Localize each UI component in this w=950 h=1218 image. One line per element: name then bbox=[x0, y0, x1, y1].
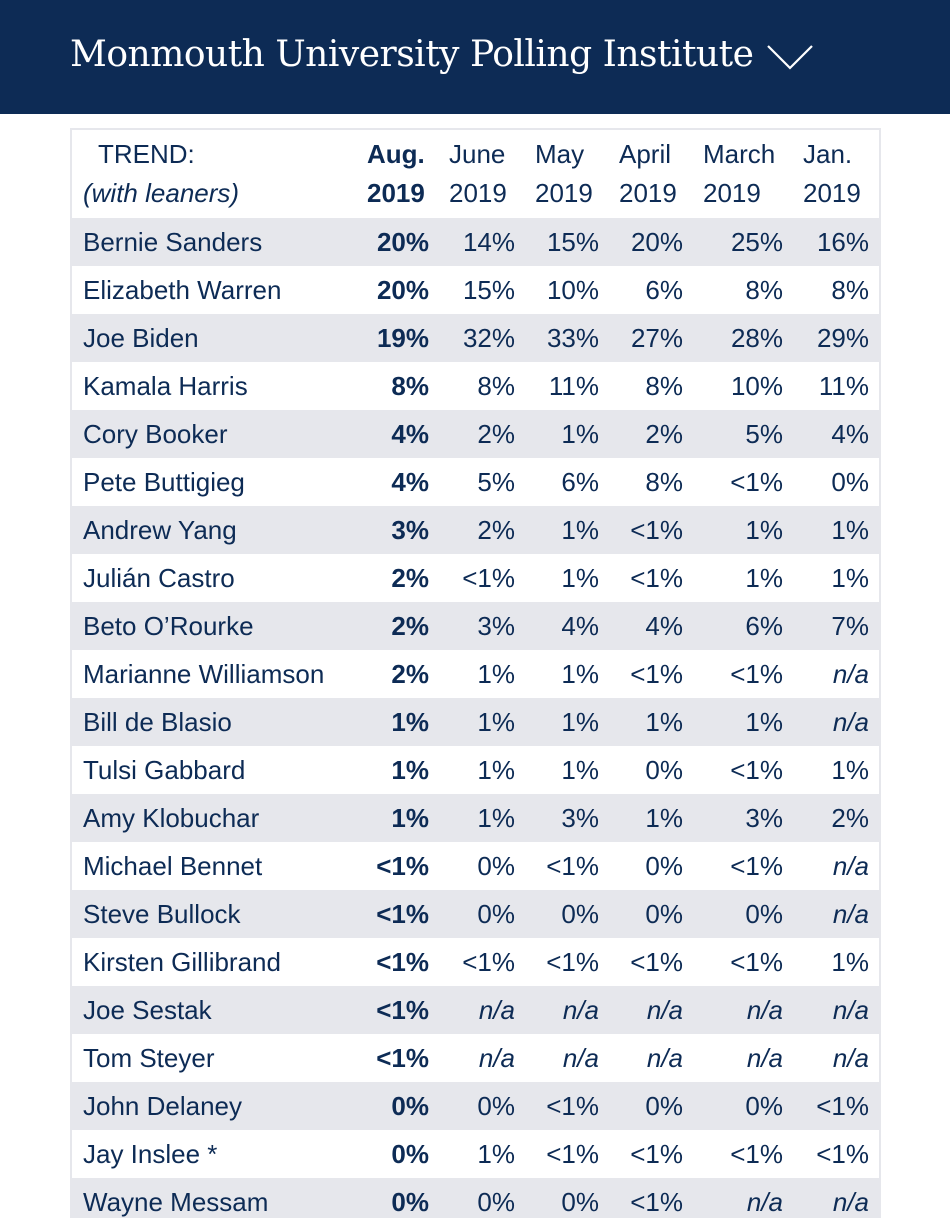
candidate-name: Joe Biden bbox=[72, 314, 357, 362]
trend-value: <1% bbox=[609, 650, 693, 698]
trend-value: <1% bbox=[693, 746, 793, 794]
column-year: 2019 bbox=[693, 174, 793, 218]
trend-value: n/a bbox=[439, 986, 525, 1034]
table-row bbox=[72, 458, 879, 506]
candidate-name: Julián Castro bbox=[72, 554, 357, 602]
trend-value: <1% bbox=[793, 1130, 879, 1178]
trend-value: 3% bbox=[525, 794, 609, 842]
trend-value: 4% bbox=[793, 410, 879, 458]
trend-label: TREND: bbox=[72, 130, 357, 174]
trend-value: n/a bbox=[793, 986, 879, 1034]
trend-value: 11% bbox=[525, 362, 609, 410]
trend-value: 0% bbox=[439, 1082, 525, 1130]
trend-value: 3% bbox=[439, 602, 525, 650]
current-poll-value: <1% bbox=[357, 938, 439, 986]
table-body bbox=[72, 218, 879, 1218]
trend-value: 32% bbox=[439, 314, 525, 362]
candidate-name: Bill de Blasio bbox=[72, 698, 357, 746]
trend-value: 0% bbox=[609, 746, 693, 794]
trend-value: 1% bbox=[525, 410, 609, 458]
trend-value: <1% bbox=[609, 1130, 693, 1178]
current-poll-value: <1% bbox=[357, 986, 439, 1034]
column-month: Jan. bbox=[793, 130, 879, 174]
trend-value: 29% bbox=[793, 314, 879, 362]
column-year: 2019 bbox=[525, 174, 609, 218]
trend-value: <1% bbox=[439, 554, 525, 602]
trend-value: 1% bbox=[793, 746, 879, 794]
trend-value: 11% bbox=[793, 362, 879, 410]
current-poll-value: 4% bbox=[357, 410, 439, 458]
current-poll-value: 8% bbox=[357, 362, 439, 410]
candidate-name: Amy Klobuchar bbox=[72, 794, 357, 842]
current-poll-value: <1% bbox=[357, 1034, 439, 1082]
trend-value: 5% bbox=[439, 458, 525, 506]
current-poll-value: 0% bbox=[357, 1130, 439, 1178]
table-row bbox=[72, 794, 879, 842]
trend-value: 1% bbox=[439, 650, 525, 698]
column-year: 2019 bbox=[793, 174, 879, 218]
trend-value: 1% bbox=[525, 506, 609, 554]
column-month: March bbox=[693, 130, 793, 174]
trend-value: 6% bbox=[693, 602, 793, 650]
candidate-name: Elizabeth Warren bbox=[72, 266, 357, 314]
column-year: 2019 bbox=[609, 174, 693, 218]
trend-value: n/a bbox=[793, 698, 879, 746]
trend-value: 1% bbox=[525, 746, 609, 794]
site-title[interactable]: Monmouth University Polling Institute bbox=[70, 34, 754, 75]
table-row bbox=[72, 410, 879, 458]
trend-value: n/a bbox=[693, 986, 793, 1034]
table-row bbox=[72, 890, 879, 938]
candidate-name: Jay Inslee * bbox=[72, 1130, 357, 1178]
trend-value: n/a bbox=[693, 1178, 793, 1218]
column-month: June bbox=[439, 130, 525, 174]
trend-value: 15% bbox=[525, 218, 609, 266]
table-row bbox=[72, 506, 879, 554]
trend-value: n/a bbox=[525, 986, 609, 1034]
trend-value: 1% bbox=[525, 698, 609, 746]
trend-value: 6% bbox=[609, 266, 693, 314]
trend-value: <1% bbox=[525, 938, 609, 986]
table-row bbox=[72, 698, 879, 746]
trend-value: 2% bbox=[793, 794, 879, 842]
trend-value: <1% bbox=[693, 458, 793, 506]
current-poll-value: <1% bbox=[357, 842, 439, 890]
current-poll-value: 0% bbox=[357, 1178, 439, 1218]
trend-value: 3% bbox=[693, 794, 793, 842]
trend-value: 5% bbox=[693, 410, 793, 458]
trend-value: 4% bbox=[525, 602, 609, 650]
current-poll-value: <1% bbox=[357, 890, 439, 938]
candidate-name: Michael Bennet bbox=[72, 842, 357, 890]
trend-value: 1% bbox=[793, 938, 879, 986]
trend-value: 0% bbox=[793, 458, 879, 506]
trend-value: n/a bbox=[793, 890, 879, 938]
table-row bbox=[72, 650, 879, 698]
trend-value: n/a bbox=[609, 986, 693, 1034]
trend-value: 7% bbox=[793, 602, 879, 650]
candidate-name: Wayne Messam bbox=[72, 1178, 357, 1218]
current-poll-value: 20% bbox=[357, 266, 439, 314]
trend-value: 15% bbox=[439, 266, 525, 314]
trend-value: 1% bbox=[525, 554, 609, 602]
trend-value: 1% bbox=[525, 650, 609, 698]
trend-value: <1% bbox=[609, 1178, 693, 1218]
current-poll-value: 19% bbox=[357, 314, 439, 362]
trend-value: 1% bbox=[693, 698, 793, 746]
trend-value: 0% bbox=[439, 1178, 525, 1218]
column-year: 2019 bbox=[439, 174, 525, 218]
trend-value: <1% bbox=[609, 554, 693, 602]
trend-value: 16% bbox=[793, 218, 879, 266]
site-header bbox=[0, 0, 950, 114]
trend-value: 1% bbox=[793, 554, 879, 602]
candidate-name: Steve Bullock bbox=[72, 890, 357, 938]
trend-value: 8% bbox=[439, 362, 525, 410]
trend-value: 2% bbox=[439, 506, 525, 554]
trend-value: 0% bbox=[693, 890, 793, 938]
trend-value: 1% bbox=[439, 1130, 525, 1178]
trend-value: n/a bbox=[525, 1034, 609, 1082]
leaners-label: (with leaners) bbox=[72, 174, 357, 218]
table-row bbox=[72, 842, 879, 890]
table-row bbox=[72, 362, 879, 410]
trend-value: 8% bbox=[793, 266, 879, 314]
table-row bbox=[72, 554, 879, 602]
table-row bbox=[72, 746, 879, 794]
trend-value: 28% bbox=[693, 314, 793, 362]
current-poll-value: 1% bbox=[357, 698, 439, 746]
current-poll-value: 2% bbox=[357, 554, 439, 602]
column-year: 2019 bbox=[357, 174, 439, 218]
poll-trend-table bbox=[72, 130, 879, 1218]
trend-value: 1% bbox=[693, 554, 793, 602]
column-month: Aug. bbox=[357, 130, 439, 174]
trend-value: 1% bbox=[793, 506, 879, 554]
table-row bbox=[72, 314, 879, 362]
chevron-down-icon bbox=[760, 36, 820, 76]
trend-value: 1% bbox=[609, 698, 693, 746]
trend-value: 20% bbox=[609, 218, 693, 266]
trend-value: 33% bbox=[525, 314, 609, 362]
table-row bbox=[72, 1034, 879, 1082]
table-row bbox=[72, 1082, 879, 1130]
table-row bbox=[72, 938, 879, 986]
table-row bbox=[72, 602, 879, 650]
trend-value: n/a bbox=[609, 1034, 693, 1082]
poll-trend-table-container bbox=[70, 128, 881, 1218]
current-poll-value: 0% bbox=[357, 1082, 439, 1130]
trend-value: 0% bbox=[609, 842, 693, 890]
trend-value: 6% bbox=[525, 458, 609, 506]
candidate-name: Pete Buttigieg bbox=[72, 458, 357, 506]
table-row bbox=[72, 1130, 879, 1178]
trend-value: 10% bbox=[693, 362, 793, 410]
current-poll-value: 4% bbox=[357, 458, 439, 506]
trend-value: 8% bbox=[609, 362, 693, 410]
table-header-row-years bbox=[72, 174, 879, 218]
menu-toggle-button[interactable] bbox=[760, 36, 820, 76]
trend-value: 0% bbox=[439, 890, 525, 938]
candidate-name: John Delaney bbox=[72, 1082, 357, 1130]
trend-value: 14% bbox=[439, 218, 525, 266]
trend-value: <1% bbox=[439, 938, 525, 986]
trend-value: <1% bbox=[693, 650, 793, 698]
candidate-name: Marianne Williamson bbox=[72, 650, 357, 698]
trend-value: <1% bbox=[609, 506, 693, 554]
trend-value: <1% bbox=[525, 842, 609, 890]
table-row bbox=[72, 218, 879, 266]
trend-value: <1% bbox=[525, 1082, 609, 1130]
trend-value: 4% bbox=[609, 602, 693, 650]
current-poll-value: 1% bbox=[357, 794, 439, 842]
trend-value: 1% bbox=[439, 794, 525, 842]
candidate-name: Cory Booker bbox=[72, 410, 357, 458]
trend-value: 27% bbox=[609, 314, 693, 362]
trend-value: <1% bbox=[693, 938, 793, 986]
candidate-name: Andrew Yang bbox=[72, 506, 357, 554]
column-month: May bbox=[525, 130, 609, 174]
trend-value: 1% bbox=[439, 698, 525, 746]
trend-value: <1% bbox=[693, 1130, 793, 1178]
trend-value: 0% bbox=[525, 890, 609, 938]
trend-value: 25% bbox=[693, 218, 793, 266]
trend-value: n/a bbox=[793, 1178, 879, 1218]
column-month: April bbox=[609, 130, 693, 174]
trend-value: 8% bbox=[693, 266, 793, 314]
candidate-name: Kamala Harris bbox=[72, 362, 357, 410]
trend-value: <1% bbox=[693, 842, 793, 890]
trend-value: n/a bbox=[793, 650, 879, 698]
current-poll-value: 20% bbox=[357, 218, 439, 266]
trend-value: 0% bbox=[439, 842, 525, 890]
trend-value: 8% bbox=[609, 458, 693, 506]
table-header-row-months bbox=[72, 130, 879, 174]
trend-value: <1% bbox=[793, 1082, 879, 1130]
trend-value: n/a bbox=[793, 1034, 879, 1082]
trend-value: 10% bbox=[525, 266, 609, 314]
trend-value: n/a bbox=[439, 1034, 525, 1082]
candidate-name: Joe Sestak bbox=[72, 986, 357, 1034]
trend-value: 0% bbox=[693, 1082, 793, 1130]
table-row bbox=[72, 1178, 879, 1218]
trend-value: 0% bbox=[609, 1082, 693, 1130]
trend-value: n/a bbox=[693, 1034, 793, 1082]
current-poll-value: 2% bbox=[357, 602, 439, 650]
table-row bbox=[72, 266, 879, 314]
trend-value: 2% bbox=[439, 410, 525, 458]
trend-value: 1% bbox=[439, 746, 525, 794]
current-poll-value: 3% bbox=[357, 506, 439, 554]
current-poll-value: 1% bbox=[357, 746, 439, 794]
candidate-name: Tulsi Gabbard bbox=[72, 746, 357, 794]
candidate-name: Tom Steyer bbox=[72, 1034, 357, 1082]
trend-value: 1% bbox=[693, 506, 793, 554]
trend-value: 2% bbox=[609, 410, 693, 458]
trend-value: n/a bbox=[793, 842, 879, 890]
table-row bbox=[72, 986, 879, 1034]
current-poll-value: 2% bbox=[357, 650, 439, 698]
trend-value: 0% bbox=[525, 1178, 609, 1218]
trend-value: 0% bbox=[609, 890, 693, 938]
trend-value: <1% bbox=[525, 1130, 609, 1178]
candidate-name: Kirsten Gillibrand bbox=[72, 938, 357, 986]
trend-value: 1% bbox=[609, 794, 693, 842]
candidate-name: Bernie Sanders bbox=[72, 218, 357, 266]
candidate-name: Beto O’Rourke bbox=[72, 602, 357, 650]
trend-value: <1% bbox=[609, 938, 693, 986]
